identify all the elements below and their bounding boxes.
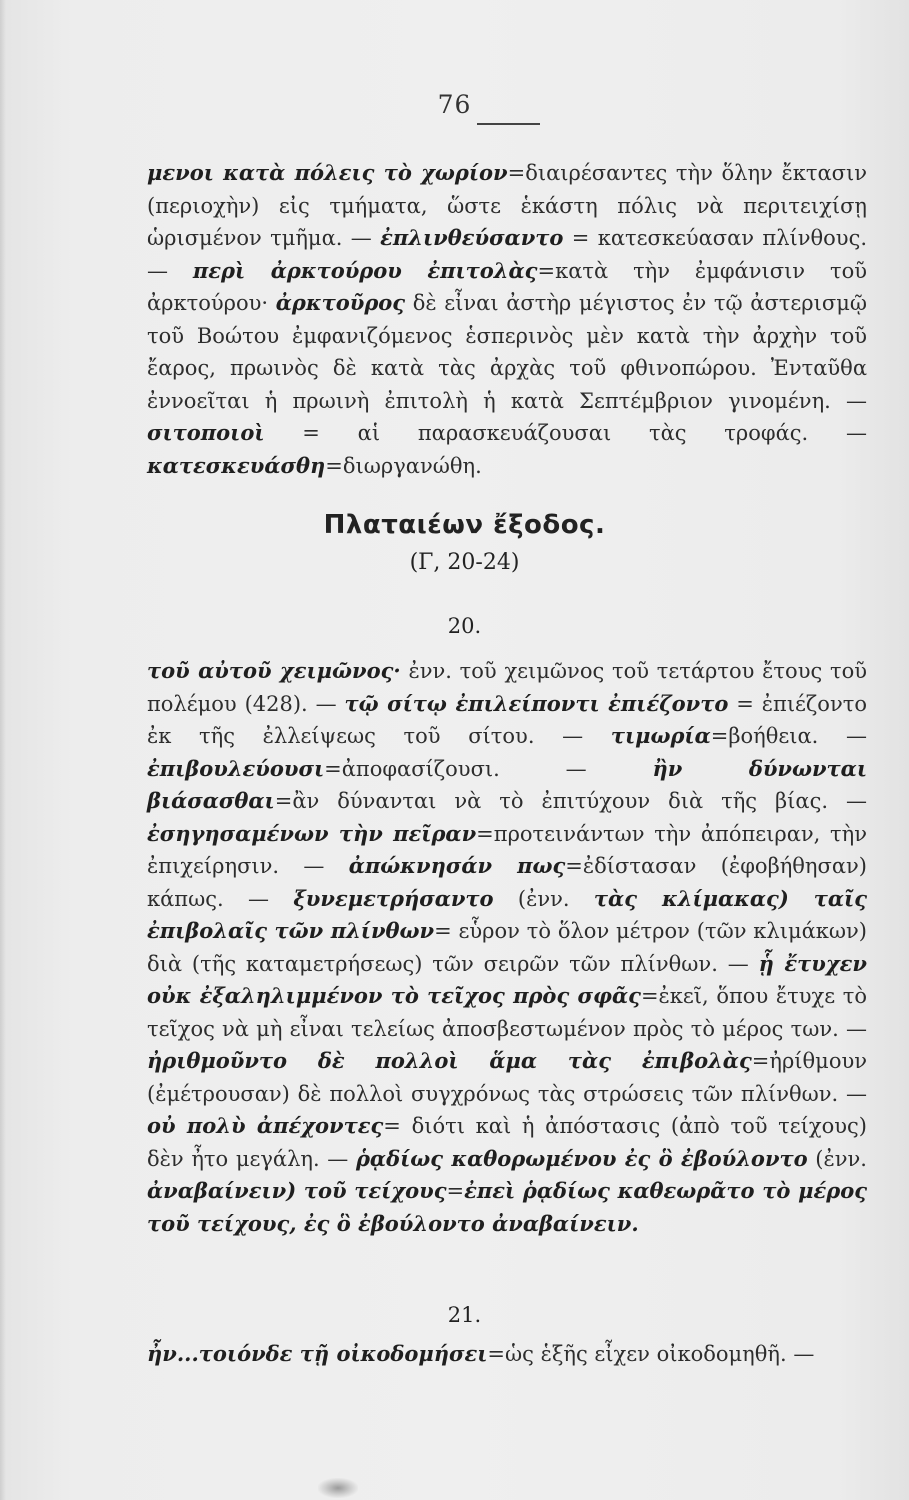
gloss-text: =ἐδίστασαν (ἐφοβήθησαν) κάπως. — <box>147 854 867 911</box>
gloss-text: =ἂν δύνανται νὰ τὸ ἐπιτύχουν διὰ τῆς βίας. — <box>274 789 867 813</box>
gloss-text: =διωργανώθη. <box>325 453 482 478</box>
keyword-phrase: τὰς κλίμακας) ταῖς ἐπιβολαῖς τῶν πλίνθων <box>147 885 867 943</box>
keyword-phrase: ᾗ ἔτυχεν οὐκ ἐξαληλιμμένον τὸ τεῖχος πρὸς σφᾶς <box>147 950 867 1008</box>
page-number-underline <box>477 123 540 125</box>
gloss-text: =ἐκεῖ, ὅπου ἔτυχε τὸ τεῖχος νὰ μὴ εἶναι τελείως ἀποσβεστωμένον πρὸς τὸ μέρος των. — <box>147 984 867 1041</box>
page-number: 76 <box>437 90 472 119</box>
section-reference: (Γ, 20-24) <box>409 550 520 575</box>
gloss-text: = κατεσκεύασαν πλίνθους. — <box>147 226 868 283</box>
gloss-text: = εὗρον τὸ ὅλον μέτρον (τῶν κλιμάκων) διὰ (τῆς καταμετρήσεως) τῶν σειρῶν τῶν πλίνθων. — <box>147 919 867 976</box>
paragraph <box>147 157 867 482</box>
gloss-text: = διότι καὶ ἡ ἀπόστασις (ἀπὸ τοῦ τείχους) δὲν ἦτο μεγάλη. — <box>147 1114 867 1171</box>
commentary-block-19 <box>147 157 867 482</box>
gloss-text: =ἠρίθμουν (ἐμέτρουσαν) δὲ πολλοὶ συγχρόνως τὰς στρώσεις τῶν πλίνθων. — <box>147 1049 867 1106</box>
keyword-phrase: τιμωρία <box>610 723 711 748</box>
gloss-text: = ἐπιέζοντο ἐκ τῆς ἐλλείψεως τοῦ σίτου. — <box>147 691 867 748</box>
gloss-text: =κατὰ τὴν ἐμφάνισιν τοῦ ἀρκτούρου· <box>147 258 867 315</box>
keyword-phrase: ξυνεμετρήσαντο <box>293 885 494 911</box>
commentary-block-20 <box>147 655 867 1240</box>
keyword-phrase: ἦν...τοιόνδε τῇ οἰκοδομήσει <box>147 1341 488 1366</box>
keyword-phrase: ἐπιβουλεύουσι <box>147 755 325 781</box>
gloss-text: =διαιρέσαντες τὴν ὅλην ἔκτασιν (περιοχὴν) εἰς τμήματα, ὥστε ἑκάστη πόλις νὰ περιτειχίσῃ ὡρισμένον τμῆμα. — <box>147 161 867 250</box>
keyword-phrase: τοῦ αὐτοῦ χειμῶνος· <box>147 658 401 683</box>
keyword-phrase: κατεσκευάσθη <box>147 452 326 478</box>
keyword-phrase: οὐ πολὺ ἀπέχοντες <box>147 1113 384 1138</box>
keyword-phrase: ῥᾳδίως καθορωμένου ἐς ὃ ἐβούλοντο <box>355 1145 808 1171</box>
gloss-text: (ἐνν. <box>493 886 594 911</box>
section-title: Πλαταιέων ἔξοδος. <box>323 510 606 540</box>
keyword-phrase: μενοι κατὰ πόλεις τὸ χωρίον <box>147 160 508 185</box>
gloss-text: δὲ εἶναι ἀστὴρ μέγιστος ἐν τῷ ἀστερισμῷ τοῦ Βοώτου ἐμφανιζόμενος ἑσπερινὸς μὲν κατὰ τὴν ἀρχὴν τοῦ ἔαρος, πρωινὸς δὲ κατὰ τὰς ἀρχὰς τοῦ φθινοπώρου. Ἐνταῦθα ἐννοεῖται ἡ πρωινὴ ἐπιτολὴ ἡ κατὰ Σεπτέμβριον γινομένη. — <box>147 291 867 413</box>
gloss-text: (ἐνν. <box>807 1146 867 1171</box>
gloss-text: = <box>446 1179 465 1203</box>
chapter-number-20: 20. <box>447 614 482 638</box>
gloss-text: =προτεινάντων τὴν ἀπόπειραν, τὴν ἐπιχείρησιν. — <box>147 821 867 878</box>
gloss-text: =ὡς ἑξῆς εἶχεν οἰκοδομηθῆ. — <box>487 1342 815 1366</box>
gloss-text: ἐνν. τοῦ χειμῶνος τοῦ τετάρτου ἔτους τοῦ πολέμου (428). — <box>147 659 867 716</box>
gloss-text: =βοήθεια. — <box>710 724 867 748</box>
paragraph <box>147 655 867 1240</box>
keyword-phrase: ἐπλινθεύσαντο <box>380 225 564 250</box>
keyword-phrase: τῷ σίτῳ ἐπιλείποντι ἐπιέζοντο <box>344 690 729 716</box>
gloss-text: =ἀποφασίζουσι. — <box>324 756 653 781</box>
keyword-phrase: ἀναβαίνειν) τοῦ τείχους <box>147 1178 447 1203</box>
keyword-phrase: ἐσηγησαμένων τὴν πεῖραν <box>147 820 477 846</box>
keyword-phrase: ἐπεὶ ῥᾳδίως καθεωρᾶτο τὸ μέρος τοῦ τείχους, ἐς ὃ ἐβούλοντο ἀναβαίνειν. <box>147 1178 867 1236</box>
chapter-number-21: 21. <box>447 1303 482 1327</box>
keyword-phrase: σιτοποιοὶ <box>147 420 265 445</box>
keyword-phrase: ἀρκτοῦρος <box>275 290 406 315</box>
keyword-phrase: περὶ ἀρκτούρου ἐπιτολὰς <box>192 257 538 283</box>
gloss-text: = αἱ παρασκευάζουσαι τὰς τροφάς. — <box>264 421 867 445</box>
keyword-phrase: ἠριθμοῦντο δὲ πολλοὶ ἅμα τὰς ἐπιβολὰς <box>147 1048 752 1073</box>
page-edge-shadow <box>0 0 6 1500</box>
keyword-phrase: ἀπώκνησάν πως <box>348 853 566 878</box>
paragraph <box>147 1338 867 1371</box>
keyword-phrase: ἢν δύνωνται βιάσασθαι <box>147 755 867 813</box>
print-smudge <box>318 1478 358 1498</box>
commentary-block-21 <box>147 1338 867 1371</box>
